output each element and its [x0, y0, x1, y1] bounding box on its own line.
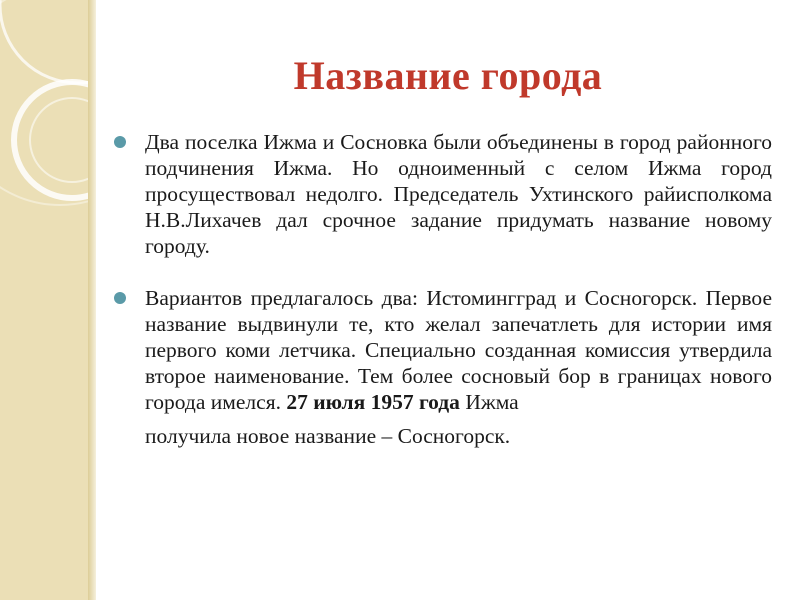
bullet-item-1: [112, 129, 772, 259]
bullet-text: Два поселка Ижма и Сосновка были объединены в город районного подчинения Ижма. Но одноименный с селом Ижма город просуществовал недолго. Председатель Ухтинского райисполкома Н.В.Лихачев дал срочное задание придумать название новому городу.: [145, 130, 772, 258]
concentric-circles-icon: [0, 0, 88, 600]
decorative-sidebar: [0, 0, 88, 600]
teal-dot-icon: [114, 292, 126, 304]
bullet-text-tail: Ижма: [459, 390, 519, 414]
date-emphasis: 27 июля 1957 года: [286, 390, 460, 414]
slide-title: Название города: [293, 53, 603, 98]
bullet-text: Вариантов предлагалось два: Истомингград и Сосногорск. Первое название выдвинули те, кто желал запечатлеть для истории имя первого коми летчика. Специально созданная комиссия утвердила второе наименование. Тем более сосновый бор в границах нового города имелся.: [145, 286, 772, 414]
bullet-item-2: [112, 285, 772, 449]
slide-content: [112, 129, 772, 449]
sidebar-edge: [88, 0, 96, 600]
bullet-last-line: получила новое название – Сосногорск.: [145, 424, 511, 448]
teal-dot-icon: [114, 136, 126, 148]
